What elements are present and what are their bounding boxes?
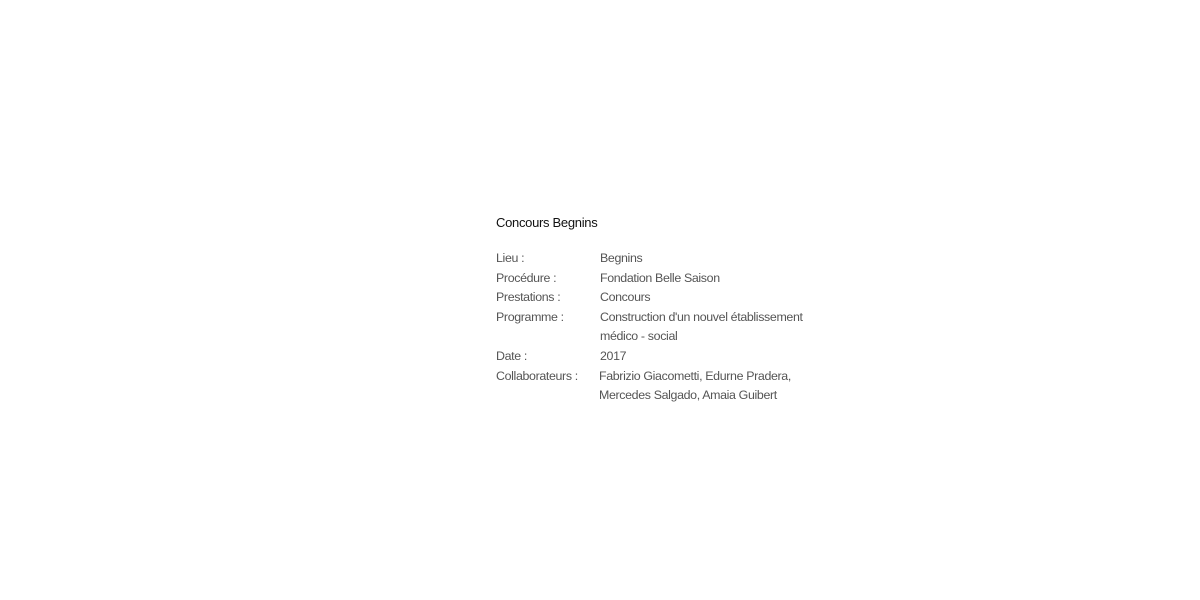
project-title: Concours Begnins (496, 215, 598, 230)
detail-value-programme: Construction d'un nouvel établissement médico - social (600, 309, 803, 344)
detail-label-programme: Programme : (496, 309, 564, 324)
detail-value-lieu: Begnins (600, 251, 643, 265)
detail-label-procedure: Procédure : (496, 270, 557, 285)
detail-value-date: 2017 (600, 348, 627, 363)
detail-label-prestations: Prestations : (496, 290, 561, 305)
detail-label-lieu: Lieu : (496, 251, 525, 265)
detail-value-prestations: Concours (600, 290, 651, 305)
project-info (496, 214, 916, 406)
detail-value-collaborateurs: Fabrizio Giacometti, Edurne Pradera, Mercedes Salgado, Amaia Guibert (599, 368, 791, 403)
detail-value-procedure: Fondation Belle Saison (600, 270, 720, 285)
detail-label-date: Date : (496, 348, 527, 363)
project-details (496, 249, 916, 406)
detail-label-collaborateurs: Collaborateurs : (496, 368, 578, 383)
